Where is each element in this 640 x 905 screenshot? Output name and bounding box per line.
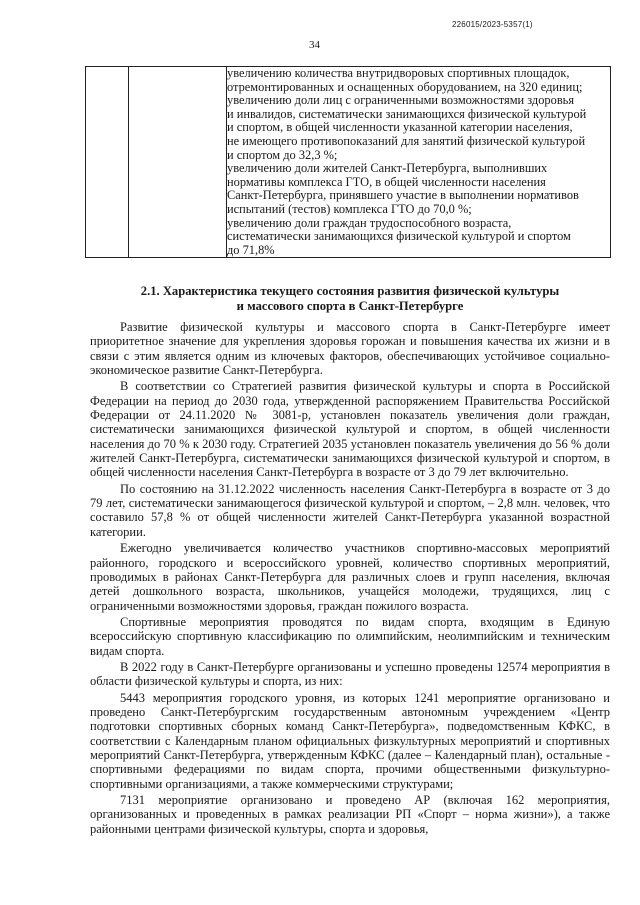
paragraph-7: 5443 мероприятия городского уровня, из которых 1241 мероприятие организовано и проведено Санкт-Петербургским государственным автономным учреждением «Центр подготовки спортивных сборных команд Санкт-Петербурга», подведомственным КФКС, в соответствии с Календарным планом официальных физкультурных мероприятий и спортивных мероприятий Санкт-Петербурга, утвержденным КФКС (далее – Календарный план), остальные - спортивными федерациями по видам спорта, прочими общественными физкультурно-спортивными организациями, а также коммерческими структурами; — [90, 690, 610, 791]
body-text — [90, 320, 610, 838]
table-line: не имеющего противопоказаний для занятий физической культурой — [227, 133, 586, 148]
table-cell-empty-1 — [86, 67, 129, 258]
section-heading-line-2: и массового спорта в Санкт-Петербурге — [236, 299, 464, 313]
page-number: 34 — [309, 39, 320, 51]
targets-table — [85, 66, 611, 258]
section-heading — [90, 284, 610, 314]
document-number: 226015/2023-5357(1) — [452, 20, 533, 29]
table-line: и спортом до 32,3 %; — [227, 147, 338, 162]
paragraph-3: По состоянию на 31.12.2022 численность населения Санкт-Петербурга в возрасте от 3 до 79 лет, систематически занимающегося физической культурой и спортом, – 2,8 млн. человек, что составило 57,8 % от общей численности жителей Санкт-Петербурга указанной возрастной категории. — [90, 481, 610, 539]
table-line: увеличению доли жителей Санкт-Петербурга, выполнивших — [227, 161, 548, 176]
paragraph-4: Ежегодно увеличивается количество участников спортивно-массовых мероприятий районного, городского и всероссийского уровней, количество спортивных мероприятий, проводимых в районах Санкт-Петербурга для различных слоев и групп населения, включая детей дошкольного возраста, школьников, учащейся молодежи, трудящихся, лиц с ограниченными возможностями здоровья, граждан пожилого возраста. — [90, 541, 610, 613]
section-heading-line-1: 2.1. Характеристика текущего состояния развития физической культуры — [140, 284, 560, 298]
table-row — [86, 67, 611, 258]
table-line: увеличению доли граждан трудоспособного возраста, — [227, 215, 512, 230]
table-line: отремонтированных и оснащенных оборудованием, на 320 единиц; — [227, 79, 583, 94]
table-line: и спортом, в общей численности указанной категории населения, — [227, 120, 573, 135]
table-cell-targets — [227, 67, 611, 258]
table-line: увеличению доли лиц с ограниченными возможностями здоровья — [227, 93, 575, 108]
paragraph-6: В 2022 году в Санкт-Петербурге организованы и успешно проведены 12574 мероприятия в области физической культуры и спорта, из них: — [90, 659, 610, 689]
table-cell-empty-2 — [129, 67, 227, 258]
table-line: Санкт-Петербурга, принявшего участие в выполнении нормативов — [227, 188, 579, 203]
table-line: до 71,8% — [227, 242, 275, 257]
table-line: увеличению количества внутридворовых спортивных площадок, — [227, 66, 570, 80]
table-line: нормативы комплекса ГТО, в общей численности населения — [227, 174, 546, 189]
table-line: испытаний (тестов) комплекса ГТО до 70,0 %; — [227, 201, 472, 216]
table-line: систематически занимающихся физической культурой и спортом — [227, 229, 571, 244]
paragraph-5: Спортивные мероприятия проводятся по видам спорта, входящим в Единую всероссийскую спортивную классификацию по олимпийским, неолимпийским и техническим видам спорта. — [90, 614, 610, 658]
paragraph-8: 7131 мероприятие организовано и проведено АР (включая 162 мероприятия, организованных и проведенных в рамках реализации РП «Спорт – норма жизни»), а также районными центрами физической культуры, спорта и здоровья, — [90, 793, 610, 836]
table-line: и инвалидов, систематически занимающихся физической культурой — [227, 106, 587, 121]
paragraph-1: Развитие физической культуры и массового спорта в Санкт-Петербурге имеет приоритетное значение для укрепления здоровья горожан и повышения качества их жизни и в связи с этим является одним из ключевых факторов, обеспечивающих устойчивое социально-экономическое развитие Санкт-Петербурга. — [90, 320, 610, 378]
paragraph-2: В соответствии со Стратегией развития физической культуры и спорта в Российской Федерации на период до 2030 года, утвержденной распоряжением Правительства Российской Федерации от 24.11.2020 № 3081-р, установлен показатель увеличения доли граждан, систематически занимающихся физической культурой и спортом, в общей численности населения до 70 % к 2030 году. Стратегией 2035 установлен показатель увеличения до 56 % доли жителей Санкт-Петербурга, систематически занимающихся физической культурой и спортом, в общей численности населения Санкт-Петербурга в возрасте от 3 до 79 лет включительно. — [90, 379, 610, 480]
